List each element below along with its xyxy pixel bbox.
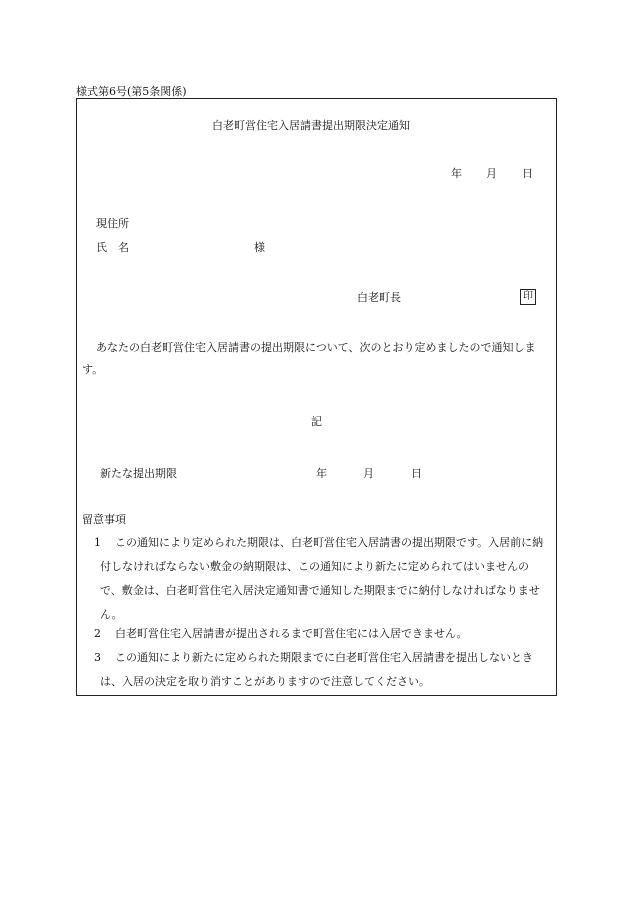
note-text: 白老町営住宅入居請書が提出されるまで町営住宅には入居できません。	[115, 627, 468, 640]
date-year: 年	[451, 167, 462, 180]
new-deadline-label: 新たな提出期限	[100, 467, 177, 480]
date-day: 日	[522, 167, 533, 180]
address-label: 現住所	[96, 217, 129, 230]
seal-mark: 印	[520, 289, 536, 305]
date-month: 月	[486, 167, 497, 180]
note-number: 1	[94, 536, 101, 549]
deadline-month: 月	[363, 467, 374, 480]
notes-heading: 留意事項	[82, 513, 126, 526]
form-number-label: 様式第6号(第5条関係)	[76, 85, 187, 98]
deadline-year: 年	[316, 467, 327, 480]
note-number: 2	[94, 627, 101, 640]
notice-title: 白老町営住宅入居請書提出期限決定通知	[212, 119, 410, 132]
name-label: 氏 名	[96, 241, 129, 254]
note-text: この通知により新たに定められた期限までに白老町営住宅入居請書を提出しないときは、入居の決定を取り消すことがありますので注意してください。	[100, 651, 533, 688]
ki-heading: 記	[311, 415, 322, 428]
honorific: 様	[254, 241, 265, 254]
deadline-day: 日	[411, 467, 422, 480]
note-number: 3	[94, 651, 101, 664]
issuer-name: 白老町長	[357, 291, 401, 304]
note-text: この通知により定められた期限は、白老町営住宅入居請書の提出期限です。入居前に納付しなければならない敷金の納期限は、この通知により新たに定められてはいませんので、敷金は、白老町営住宅入居決定通知書で通知した期限までに納付しなければなりません。	[100, 536, 544, 621]
body-paragraph: あなたの白老町営住宅入居請書の提出期限について、次のとおり定めましたので通知します。	[82, 341, 536, 376]
